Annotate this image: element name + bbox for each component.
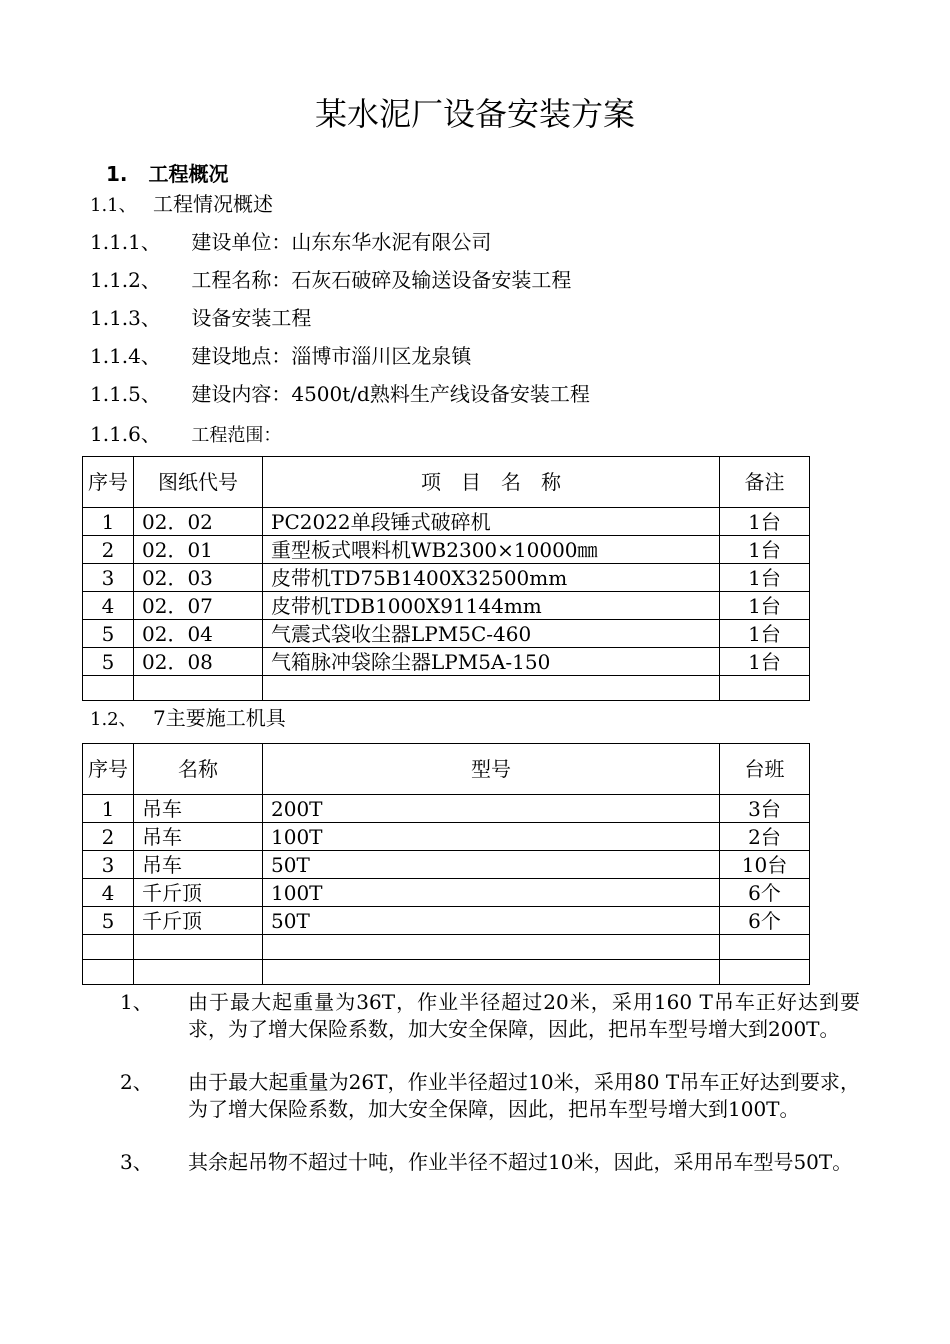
cell-empty (720, 676, 810, 701)
item-1-1-4 (90, 342, 471, 370)
cell-empty (134, 935, 263, 960)
cell-remarks: 1台 (720, 536, 810, 564)
col-header-remarks: 备注 (720, 457, 810, 508)
item-label: 工程范围： (191, 425, 282, 446)
note-number: 1、 (120, 990, 153, 1014)
note-text: 由于最大起重量为36T，作业半径超过20米，采用160 T吊车正好达到要求，为了增大保险系数，加大安全保障，因此，把吊车型号增大到200T。 (188, 990, 860, 1041)
cell-item-name: 气箱脉冲袋除尘器LPM5A-150 (263, 648, 720, 676)
cell-shifts: 10台 (720, 851, 810, 879)
col-header-drawing-code: 图纸代号 (134, 457, 263, 508)
cell-drawing-code: 02．03 (134, 564, 263, 592)
cell-name: 吊车 (134, 823, 263, 851)
item-1-1-5 (90, 380, 590, 408)
subsection-heading-1-2 (90, 704, 286, 734)
subsection-number: 1.2、 (90, 709, 137, 730)
cell-item-name: 皮带机TD75B1400Ⅹ32500mm (263, 564, 720, 592)
item-1-1-1 (90, 228, 491, 256)
cell-empty (263, 935, 720, 960)
cell-empty (720, 960, 810, 985)
cell-item-name: PC2022单段锤式破碎机 (263, 508, 720, 536)
table-row (83, 648, 810, 676)
cell-model: 50T (263, 907, 720, 935)
item-number: 1.1.3、 (90, 306, 161, 330)
item-label: 建设地点：淄博市淄川区龙泉镇 (191, 344, 472, 368)
table-row (83, 851, 810, 879)
cell-shifts: 3台 (720, 795, 810, 823)
cell-empty (134, 676, 263, 701)
cell-remarks: 1台 (720, 620, 810, 648)
cell-seq: 5 (83, 648, 134, 676)
cell-empty (134, 960, 263, 985)
subsection-label: 工程情况概述 (153, 192, 273, 216)
col-header-seq: 序号 (83, 744, 134, 795)
table-row (83, 620, 810, 648)
table-row (83, 564, 810, 592)
cell-model: 50T (263, 851, 720, 879)
item-1-1-6 (90, 420, 281, 450)
col-header-name: 名称 (134, 744, 263, 795)
note-number: 2、 (120, 1070, 153, 1094)
cell-name: 吊车 (134, 795, 263, 823)
cell-seq: 4 (83, 592, 134, 620)
table-row (83, 795, 810, 823)
cell-seq: 1 (83, 795, 134, 823)
cell-seq: 2 (83, 536, 134, 564)
table-header-row (83, 744, 810, 795)
note-text: 其余起吊物不超过十吨，作业半径不超过10米，因此，采用吊车型号50T。 (188, 1150, 853, 1174)
cell-empty (83, 676, 134, 701)
item-number: 1.1.4、 (90, 344, 161, 368)
section-label: 工程概况 (148, 162, 229, 186)
equipment-table (82, 743, 810, 985)
subsection-label: 7主要施工机具 (153, 706, 286, 730)
table-row-empty (83, 935, 810, 960)
cell-shifts: 6个 (720, 907, 810, 935)
col-header-item-name: 项 目 名 称 (263, 457, 720, 508)
col-header-model: 型号 (263, 744, 720, 795)
cell-remarks: 1台 (720, 508, 810, 536)
note-item-2 (120, 1069, 860, 1123)
cell-empty (83, 960, 134, 985)
cell-seq: 3 (83, 851, 134, 879)
cell-seq: 1 (83, 508, 134, 536)
table-row (83, 592, 810, 620)
item-label: 建设单位：山东东华水泥有限公司 (191, 230, 492, 254)
cell-model: 100T (263, 823, 720, 851)
col-header-seq: 序号 (83, 457, 134, 508)
table-row-empty (83, 960, 810, 985)
cell-seq: 5 (83, 907, 134, 935)
table-row (83, 907, 810, 935)
item-label: 建设内容：4500t/d熟料生产线设备安装工程 (191, 382, 590, 406)
item-number: 1.1.1、 (90, 230, 161, 254)
cell-model: 200T (263, 795, 720, 823)
cell-drawing-code: 02．02 (134, 508, 263, 536)
cell-drawing-code: 02．01 (134, 536, 263, 564)
col-header-shifts: 台班 (720, 744, 810, 795)
item-1-1-3 (90, 304, 311, 332)
cell-seq: 2 (83, 823, 134, 851)
page-title: 某水泥厂设备安装方案 (314, 95, 635, 133)
cell-empty (720, 935, 810, 960)
note-number: 3、 (120, 1150, 153, 1174)
table-row (83, 879, 810, 907)
item-number: 1.1.6、 (90, 422, 161, 446)
cell-drawing-code: 02．08 (134, 648, 263, 676)
section-heading-1 (106, 160, 228, 188)
cell-seq: 3 (83, 564, 134, 592)
table-row (83, 823, 810, 851)
subsection-number: 1.1、 (90, 195, 137, 216)
cell-item-name: 皮带机TDB1000Ⅹ91144mm (263, 592, 720, 620)
cell-remarks: 1台 (720, 592, 810, 620)
cell-empty (263, 676, 720, 701)
cell-item-name: 气震式袋收尘器LPM5C-460 (263, 620, 720, 648)
item-label: 工程名称：石灰石破碎及输送设备安装工程 (191, 268, 572, 292)
table-row-empty (83, 676, 810, 701)
cell-empty (83, 935, 134, 960)
cell-shifts: 2台 (720, 823, 810, 851)
cell-empty (263, 960, 720, 985)
item-number: 1.1.2、 (90, 268, 161, 292)
item-1-1-2 (90, 266, 571, 294)
cell-item-name: 重型板式喂料机WB2300×10000㎜ (263, 536, 720, 564)
cell-name: 千斤顶 (134, 907, 263, 935)
table-header-row (83, 457, 810, 508)
cell-drawing-code: 02．07 (134, 592, 263, 620)
item-label: 设备安装工程 (191, 306, 312, 330)
table-row (83, 508, 810, 536)
cell-shifts: 6个 (720, 879, 810, 907)
cell-name: 吊车 (134, 851, 263, 879)
scope-table (82, 456, 810, 701)
cell-seq: 5 (83, 620, 134, 648)
table-row (83, 536, 810, 564)
note-item-1 (120, 989, 860, 1043)
cell-drawing-code: 02．04 (134, 620, 263, 648)
cell-name: 千斤顶 (134, 879, 263, 907)
cell-remarks: 1台 (720, 564, 810, 592)
item-number: 1.1.5、 (90, 382, 161, 406)
subsection-heading-1-1 (90, 190, 273, 220)
cell-model: 100T (263, 879, 720, 907)
cell-remarks: 1台 (720, 648, 810, 676)
note-item-3 (120, 1149, 860, 1176)
section-number: 1. (106, 162, 128, 186)
note-text: 由于最大起重量为26T，作业半径超过10米，采用80 T吊车正好达到要求，为了增大保险系数，加大安全保障，因此，把吊车型号增大到100T。 (188, 1070, 860, 1121)
cell-seq: 4 (83, 879, 134, 907)
